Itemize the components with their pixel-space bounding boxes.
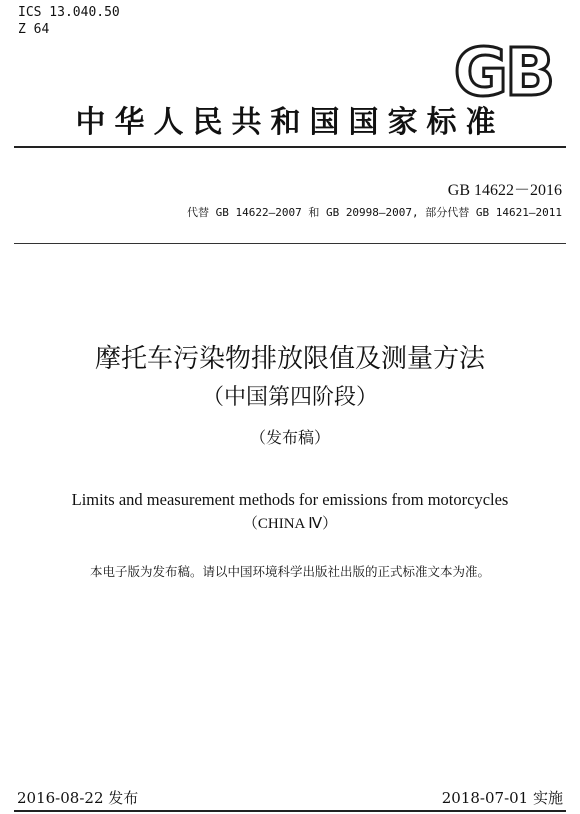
title-chinese: 摩托车污染物排放限值及测量方法: [94, 344, 485, 374]
bottom-rule: [14, 810, 566, 812]
gb-logo-text: GB: [453, 36, 553, 106]
gb-logo: [438, 36, 568, 106]
subtitle-english: （CHINA Ⅳ）: [242, 516, 338, 532]
subtitle-chinese: （中国第四阶段）: [201, 385, 378, 410]
replaces-note: 代替 GB 14622—2007 和 GB 20998—2007, 部分代替 GB 14621—2011: [186, 206, 562, 219]
issuing-organization: 中华人民共和国国家标准: [75, 105, 505, 140]
release-status: （发布稿）: [249, 428, 330, 447]
standard-number: GB 14622－2016: [447, 182, 562, 199]
electronic-version-note: 本电子版为发布稿。请以中国环境科学出版社出版的正式标准文本为准。: [89, 564, 490, 579]
classification-code: Z 64: [18, 22, 50, 37]
ics-code: ICS 13.040.50: [18, 5, 120, 20]
issue-date: 2016-08-22 发布: [17, 789, 139, 807]
implementation-date: 2018-07-01 实施: [441, 789, 563, 807]
middle-rule: [14, 243, 566, 244]
title-english: Limits and measurement methods for emissions from motorcycles: [71, 490, 509, 509]
top-rule: [14, 146, 566, 148]
